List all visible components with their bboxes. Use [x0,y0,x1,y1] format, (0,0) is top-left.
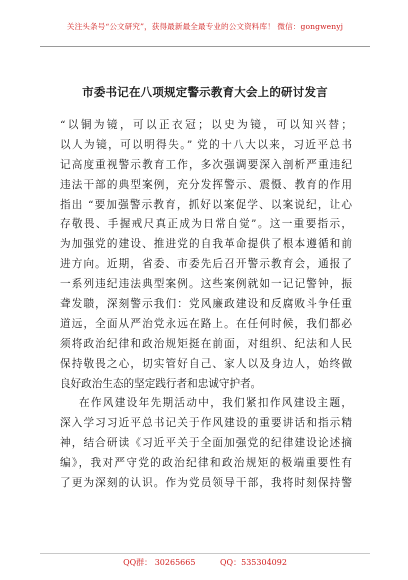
body-line: 进方向。近期，省委、市委先后召开警示教育会，通报了 [60,258,352,271]
header-promo-text: 关注头条号“公文研究”，获得最新最全最专业的公文资料库！ 微信：gongwenyj [66,22,344,31]
body-line: 在作风建设年先期活动中，我们紧扣作风建设主题， [79,397,352,410]
footer-divider [40,553,370,554]
body-line: 神，结合研读《习近平关于全面加强党的纪律建设论述摘 [60,437,352,450]
body-line: 保持敬畏之心，切实管好自己、家人以及身边人，始终做 [60,357,352,370]
body-line: 编》，我对严守党的政治纪律和政治规矩的极端重要性有 [60,457,352,470]
body-line: 指出 “要加强警示教育，抓好以案促学、以案说纪，让心 [60,198,352,211]
body-line: 聋发聩，深刻警示我们：党风廉政建设和反腐败斗争任重 [60,298,352,311]
body-line: 良好政治生态的坚定践行者和忠诚守护者。 [60,377,262,390]
body-line: 须将政治纪律和政治规矩挺在前面，对组织、纪法和人民 [60,337,352,350]
header-divider [40,46,370,47]
body-line: 为加强党的建设、推进党的自我革命提供了根本遵循和前 [60,238,352,251]
body-line: 以人为镜，可以明得失。” 党的十八大以来，习近平总书 [60,138,352,151]
body-line: 了更为深刻的认识。作为党员领导干部，我将时刻保持警 [60,477,352,490]
footer-qq-group: QQ群： 30265665 [123,558,196,567]
body-line: “以铜为镜，可以正衣冠；以史为镜，可以知兴替； [60,119,352,131]
footer-contact [40,557,370,568]
body-line: 深入学习习近平总书记关于作风建设的重要讲话和指示精 [60,417,352,430]
document-title: 市委书记在八项规定警示教育大会上的研讨发言 [82,85,328,99]
document-body [60,116,352,494]
body-line: 一系列违纪违法典型案例。这些案例就如一记记警钟，振 [60,278,352,291]
body-line: 存敬畏、手握戒尺真正成为日常自觉”。这一重要指示， [60,218,352,231]
body-line: 道远，全面从严治党永远在路上。在任何时候，我们都必 [60,317,352,330]
body-line: 违法干部的典型案例，充分发挥警示、震慑、教育的作用 [60,178,352,191]
body-line: 记高度重视警示教育工作，多次强调要深入剖析严重违纪 [60,158,352,171]
footer-qq-number: QQ：535304092 [220,558,287,567]
